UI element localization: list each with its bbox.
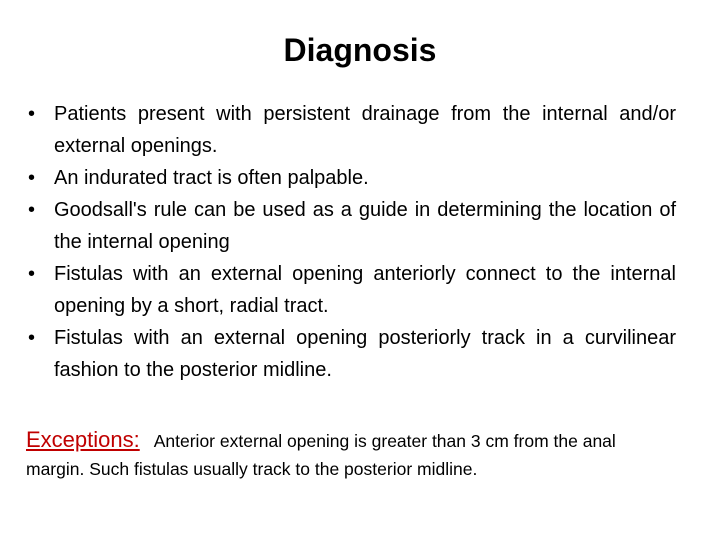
bullet-item	[26, 98, 676, 162]
bullet-text: Fistulas with an external opening posteriorly track in a curvilinear fashion to the posterior midline.	[54, 327, 676, 381]
bullet-item	[26, 194, 676, 258]
bullet-text: An indurated tract is often palpable.	[54, 167, 369, 189]
bullet-dot-icon: •	[28, 103, 36, 125]
bullet-item	[26, 258, 676, 322]
bullet-item	[26, 322, 676, 386]
bullet-list	[26, 98, 676, 386]
bullet-text: Fistulas with an external opening anteriorly connect to the internal opening by a short, radial tract.	[54, 263, 676, 317]
slide-title: Diagnosis	[283, 32, 437, 68]
exceptions-note	[26, 426, 676, 483]
bullet-dot-icon: •	[28, 263, 36, 285]
exceptions-label: Exceptions:	[26, 427, 140, 452]
bullet-dot-icon: •	[28, 327, 36, 349]
bullet-text: Goodsall's rule can be used as a guide in determining the location of the internal opening	[54, 199, 676, 253]
exceptions-text: Anterior external opening is greater than 3 cm from the anal margin. Such fistulas usually track to the posterior midline.	[26, 431, 616, 479]
bullet-text: Patients present with persistent drainage from the internal and/or external openings.	[54, 103, 676, 157]
bullet-dot-icon: •	[28, 199, 36, 221]
bullet-dot-icon: •	[28, 167, 36, 189]
bullet-item	[26, 162, 676, 194]
